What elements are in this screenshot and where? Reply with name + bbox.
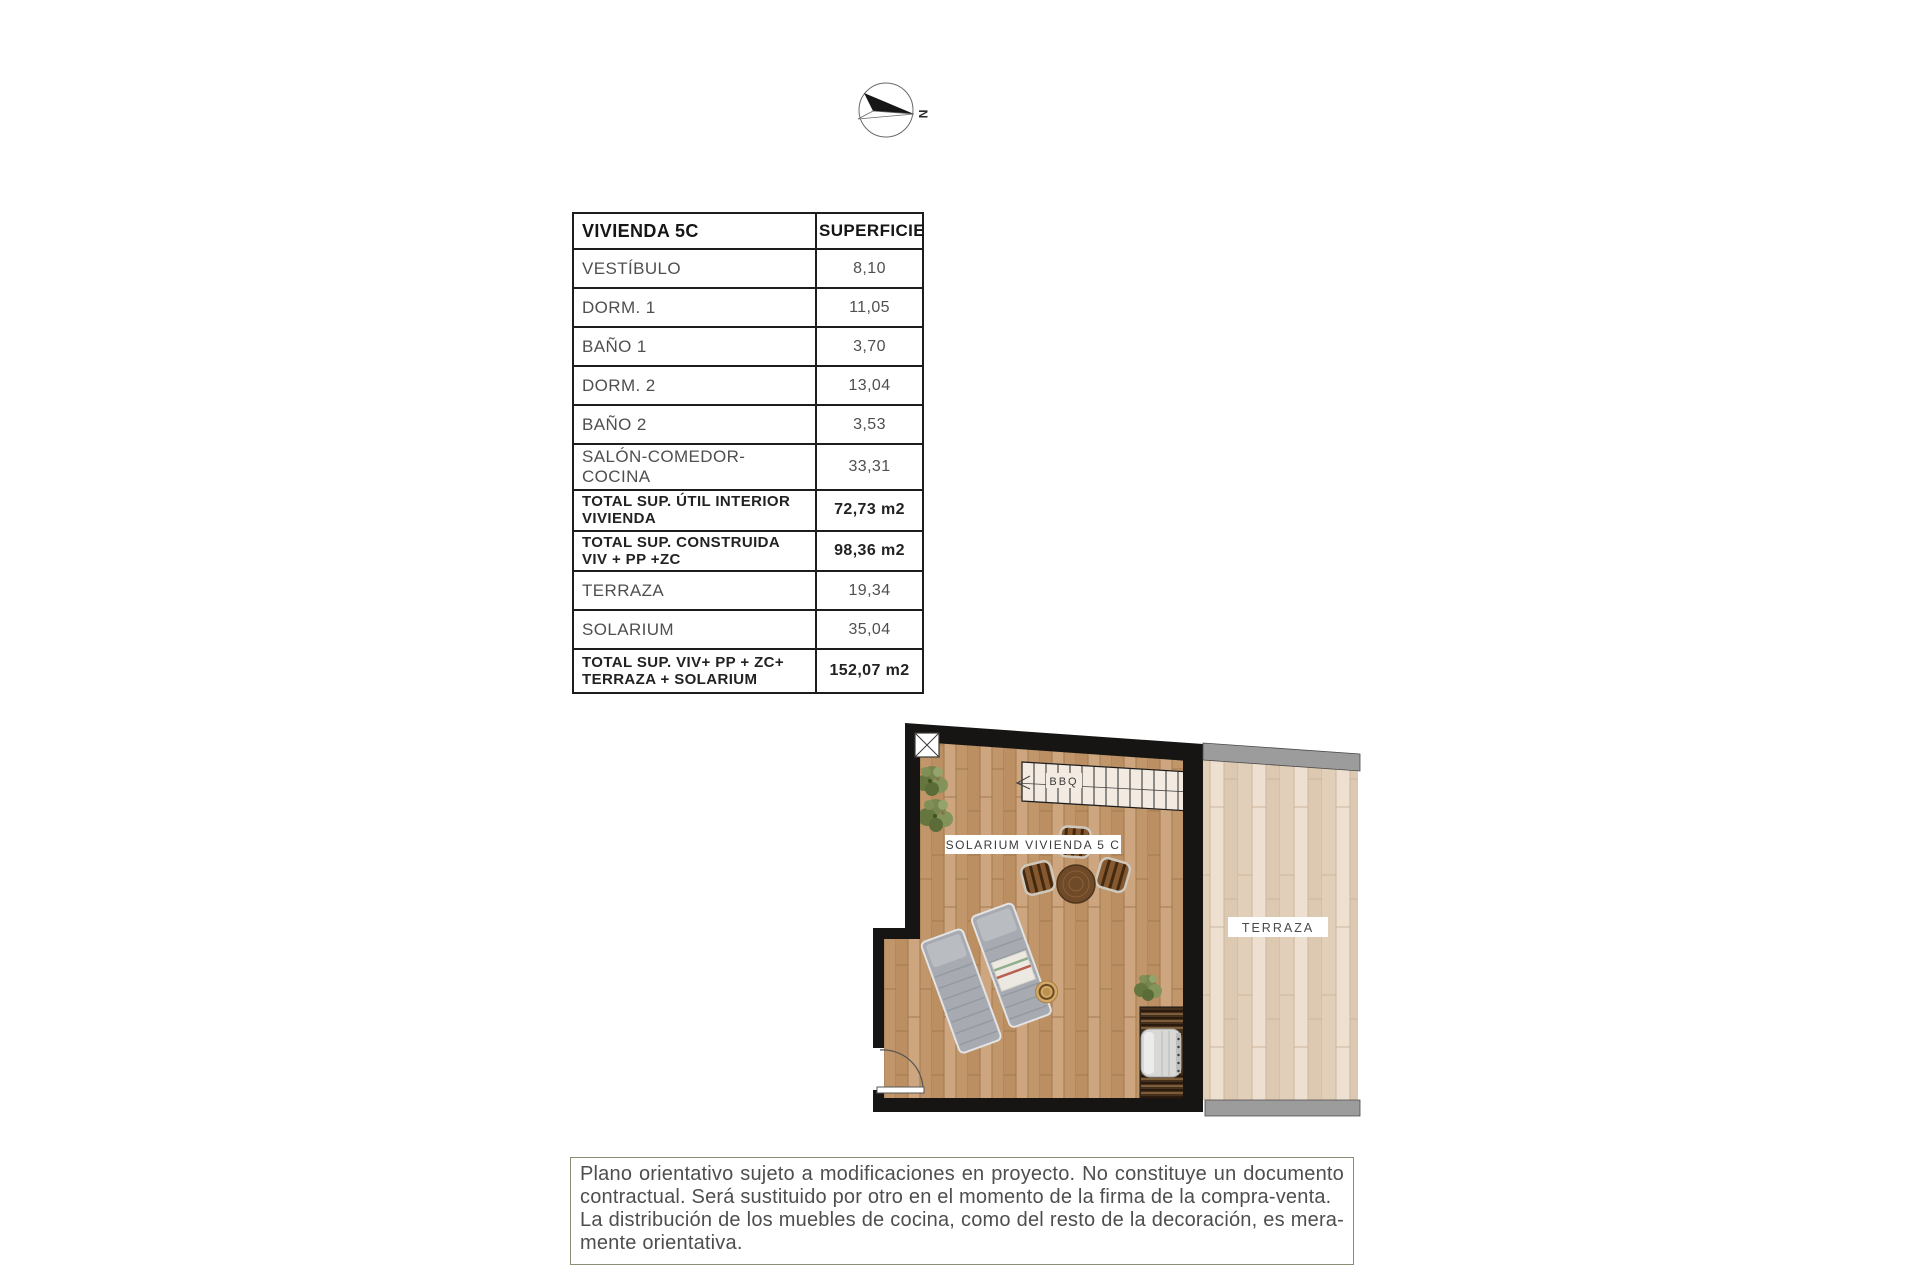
area-value-cell: 11,05 bbox=[816, 288, 923, 327]
disclaimer-box bbox=[570, 1157, 1354, 1265]
table-header-value: SUPERFICIE bbox=[816, 213, 923, 249]
terrace-edge-band-bottom bbox=[1205, 1100, 1360, 1116]
chair bbox=[1020, 860, 1056, 896]
table-row bbox=[573, 249, 923, 288]
door-leaf bbox=[877, 1087, 924, 1093]
table-total-row bbox=[573, 649, 923, 693]
area-value-cell: 8,10 bbox=[816, 249, 923, 288]
terrace-label: TERRAZA bbox=[1241, 921, 1315, 935]
area-value-cell: 98,36 m2 bbox=[816, 531, 923, 572]
area-table bbox=[572, 212, 924, 694]
chair bbox=[1094, 856, 1131, 893]
north-label: N bbox=[916, 109, 930, 119]
table-row bbox=[573, 288, 923, 327]
table-row bbox=[573, 327, 923, 366]
room-name-cell: TOTAL SUP. CONSTRUIDA VIV + PP +ZC bbox=[573, 531, 816, 572]
disclaimer-line: Plano orientativo sujeto a modificaciones en proyecto. No constituye un documento bbox=[580, 1163, 1344, 1185]
area-value-cell: 72,73 m2 bbox=[816, 490, 923, 531]
table-row bbox=[573, 405, 923, 444]
wall-right bbox=[1183, 746, 1203, 1112]
disclaimer-line: La distribución de los muebles de cocina, como del resto de la decoración, es mera- bbox=[580, 1209, 1344, 1231]
room-name-cell: DORM. 1 bbox=[573, 288, 816, 327]
table-total-row bbox=[573, 531, 923, 572]
room-name-cell: TOTAL SUP. ÚTIL INTERIOR VIVIENDA bbox=[573, 490, 816, 531]
area-value-cell: 35,04 bbox=[816, 610, 923, 649]
solarium-label-tag bbox=[945, 835, 1121, 854]
room-name-cell: TOTAL SUP. VIV+ PP + ZC+ TERRAZA + SOLARIUM bbox=[573, 649, 816, 693]
room-name-cell: SOLARIUM bbox=[573, 610, 816, 649]
room-name-cell: TERRAZA bbox=[573, 571, 816, 610]
table-row bbox=[573, 366, 923, 405]
area-value-cell: 152,07 m2 bbox=[816, 649, 923, 693]
room-name-cell: BAÑO 2 bbox=[573, 405, 816, 444]
table-header-name: VIVIENDA 5C bbox=[573, 213, 816, 249]
solarium-label: SOLARIUM VIVIENDA 5 C bbox=[945, 838, 1121, 852]
bbq-label: BBQ bbox=[1049, 776, 1079, 788]
wall-bottom bbox=[873, 1098, 1203, 1112]
disclaimer-line: mente orientativa. bbox=[580, 1232, 743, 1254]
table-row bbox=[573, 610, 923, 649]
area-value-cell: 19,34 bbox=[816, 571, 923, 610]
table-header-row bbox=[573, 213, 923, 249]
north-needle bbox=[864, 93, 914, 114]
table-row bbox=[573, 444, 923, 490]
bbq-counter bbox=[1140, 1007, 1185, 1098]
wall-left-lower bbox=[873, 928, 884, 1048]
terrace-label-tag bbox=[1228, 917, 1328, 937]
compass-rose bbox=[845, 70, 955, 155]
room-name-cell: DORM. 2 bbox=[573, 366, 816, 405]
room-name-cell: SALÓN-COMEDOR-COCINA bbox=[573, 444, 816, 490]
room-name-cell: VESTÍBULO bbox=[573, 249, 816, 288]
shaft-marker-icon bbox=[915, 733, 939, 757]
room-name-cell: BAÑO 1 bbox=[573, 327, 816, 366]
area-value-cell: 3,70 bbox=[816, 327, 923, 366]
floor-plan bbox=[860, 715, 1370, 1125]
table-row bbox=[573, 571, 923, 610]
area-value-cell: 13,04 bbox=[816, 366, 923, 405]
table-total-row bbox=[573, 490, 923, 531]
area-value-cell: 3,53 bbox=[816, 405, 923, 444]
disclaimer-line: contractual. Será sustituido por otro en el momento de la firma de la compra-venta. bbox=[580, 1186, 1332, 1208]
area-value-cell: 33,31 bbox=[816, 444, 923, 490]
